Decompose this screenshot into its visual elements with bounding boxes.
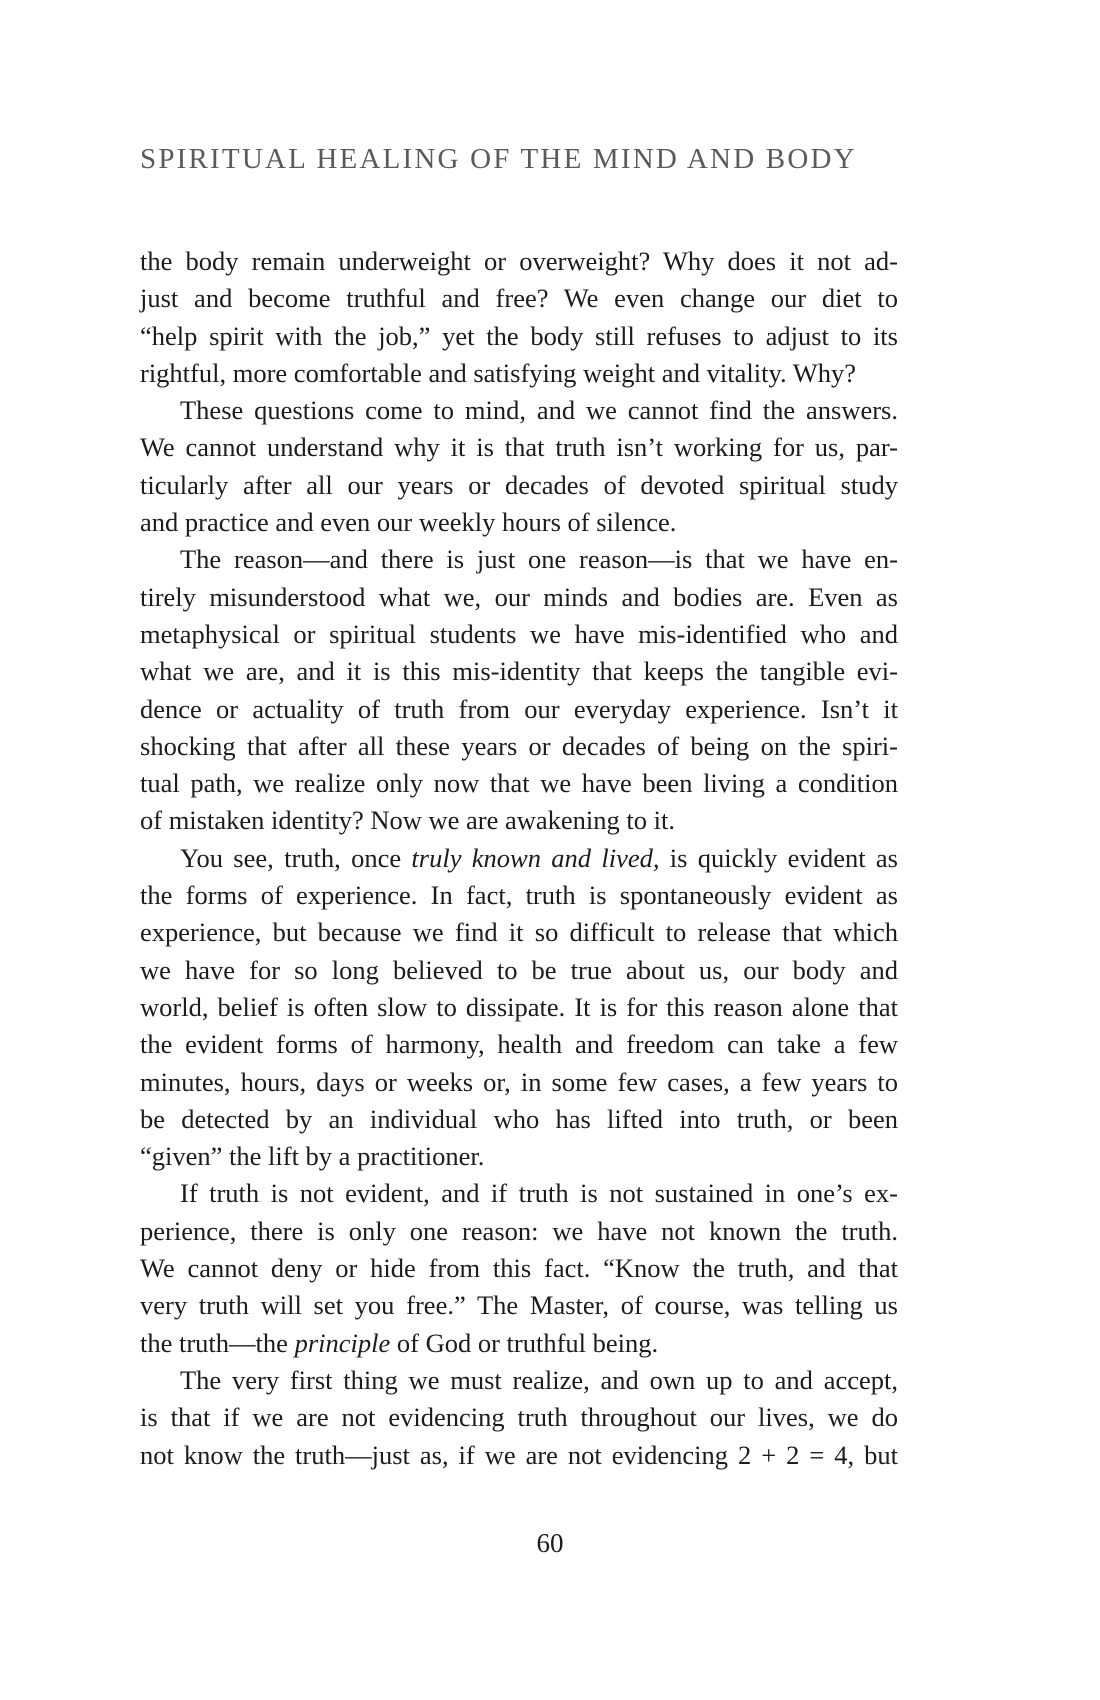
text-line [140,1325,898,1362]
text-line: the forms of experience. In fact, truth is spontaneously evident as [140,880,898,911]
running-head: SPIRITUAL HEALING OF THE MIND AND BODY [140,143,857,175]
text-line: just and become truthful and free? We even change our diet to [140,283,898,314]
text-line: of mistaken identity? Now we are awakening to it. [140,805,675,836]
text-line: dence or actuality of truth from our everyday experience. Isn’t it [140,693,898,724]
body-text [140,243,898,1474]
text-line: what we are, and it is this mis-identity that keeps the tangible evi- [140,656,898,687]
paragraph-first-line: The reason—and there is just one reason—is that we have en- [180,544,898,575]
text-line: be detected by an individual who has lifted into truth, or been [140,1103,898,1134]
italic-emphasis: truly known and lived, [411,842,660,873]
text-line: world, belief is often slow to dissipate. It is for this reason alone that [140,991,898,1022]
text-line: the evident forms of harmony, health and freedom can take a few [140,1029,898,1060]
text-line: and practice and even our weekly hours of silence. [140,507,677,538]
text-run: is quickly evident as [659,842,898,873]
text-line: We cannot understand why it is that truth isn’t working for us, par- [140,432,898,463]
paragraph-first-line [140,840,898,877]
text-line: not know the truth—just as, if we are not evidencing 2 + 2 = 4, but [140,1439,898,1470]
paragraph-first-line: If truth is not evident, and if truth is not sustained in one’s ex- [180,1178,898,1209]
text-line: we have for so long believed to be true about us, our body and [140,954,898,985]
italic-emphasis: principle [294,1327,391,1358]
text-line: tirely misunderstood what we, our minds and bodies are. Even as [140,581,898,612]
text-run: of God or truthful being. [390,1327,659,1358]
text-line: perience, there is only one reason: we have not known the truth. [140,1215,898,1246]
paragraph-first-line: These questions come to mind, and we cannot find the answers. [180,395,898,426]
text-line: “help spirit with the job,” yet the body still refuses to adjust to its [140,320,898,351]
paragraph-first-line: The very first thing we must realize, and own up to and accept, [180,1364,898,1395]
text-line: metaphysical or spiritual students we have mis-identified who and [140,618,898,649]
text-run: the truth—the [140,1327,295,1358]
text-line: tual path, we realize only now that we have been living a condition [140,768,898,799]
text-line: We cannot deny or hide from this fact. “Know the truth, and that [140,1253,898,1284]
text-line: minutes, hours, days or weeks or, in some few cases, a few years to [140,1066,898,1097]
text-run: You see, truth, once [180,842,412,873]
text-line: shocking that after all these years or decades of being on the spiri- [140,730,898,761]
text-line: ticularly after all our years or decades of devoted spiritual study [140,469,898,500]
text-line: the body remain underweight or overweight? Why does it not ad- [140,246,898,276]
text-line: experience, but because we find it so difficult to release that which [140,917,898,948]
text-line: rightful, more comfortable and satisfying weight and vitality. Why? [140,357,857,388]
page-number: 60 [536,1528,564,1558]
text-line: is that if we are not evidencing truth throughout our lives, we do [140,1402,898,1433]
text-line: very truth will set you free.” The Master, of course, was telling us [140,1290,898,1321]
text-line: “given” the lift by a practitioner. [140,1141,485,1172]
